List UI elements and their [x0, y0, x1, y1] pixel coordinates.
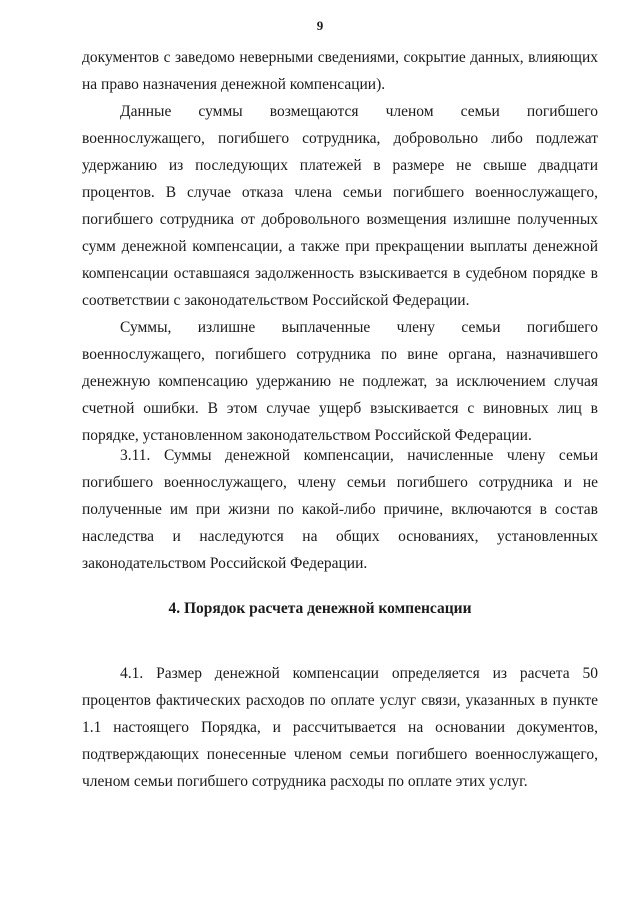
paragraph-reimbursement: Данные суммы возмещаются членом семьи погибшего военнослужащего, погибшего сотрудника, добровольно либо подлежат удержанию из последующих платежей в размере не свыше двадцати процентов. В случае отказа члена семьи погибшего военнослужащего, погибшего сотрудника от добровольного возмещения излишне полученных сумм денежной компенсации, а также при прекращении выплаты денежной компенсации оставшаяся задолженность взыскивается в судебном порядке в соответствии с законодательством Российской Федерации. [82, 103, 598, 309]
paragraph-continuation: документов с заведомо неверными сведениями, сокрытие данных, влияющих на право назначения денежной компенсации). [82, 49, 598, 93]
paragraph-3-11-inheritance: 3.11. Суммы денежной компенсации, начисленные члену семьи погибшего военнослужащего, члену семьи погибшего сотрудника и не полученные им при жизни по какой-либо причине, включаются в состав наследства и наследуются на общих основаниях, установленных законодательством Российской Федерации. [82, 447, 598, 572]
page-number: 9 [316, 18, 324, 33]
paragraph-overpayment-error: Суммы, излишне выплаченные члену семьи погибшего военнослужащего, погибшего сотрудника по вине органа, назначившего денежную компенсацию удержанию не подлежат, за исключением случая счетной ошибки. В этом случае ущерб взыскивается с виновных лиц в порядке, установленном законодательством Российской Федерации. [82, 319, 598, 444]
paragraph-4-1-calculation: 4.1. Размер денежной компенсации определяется из расчета 50 процентов фактических расходов по оплате услуг связи, указанных в пункте 1.1 настоящего Порядка, и рассчитывается на основании документов, подтверждающих понесенные членом семьи погибшего военнослужащего, членом семьи погибшего сотрудника расходы по оплате этих услуг. [82, 665, 598, 790]
section-heading: 4. Порядок расчета денежной компенсации [168, 600, 472, 617]
